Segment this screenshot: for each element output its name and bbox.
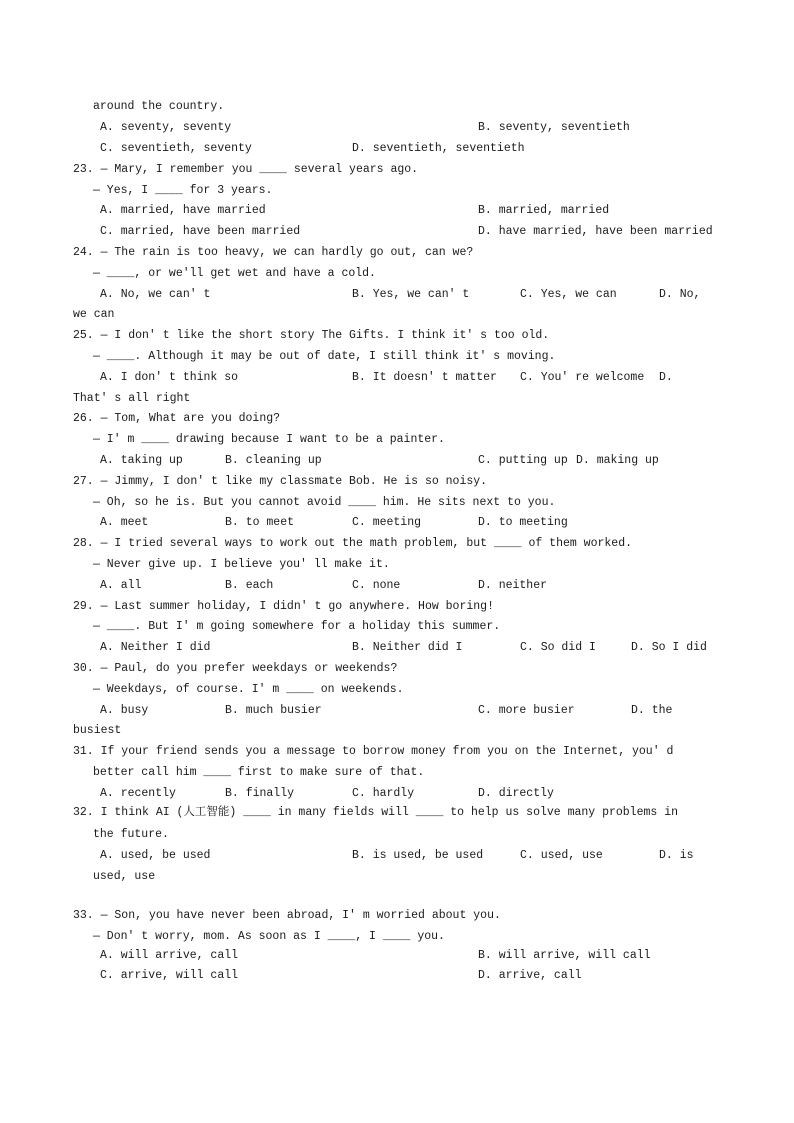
text-line: busiest (73, 724, 122, 737)
option-b: B. married, married (478, 204, 610, 217)
option-a: A. taking up (100, 454, 183, 467)
option-b: B. much busier (225, 704, 322, 717)
text-line: — Never give up. I believe you' ll make it. (93, 558, 390, 571)
option-b: B. is used, be used (352, 849, 484, 862)
option-a: A. recently (100, 787, 176, 800)
option-c: C. more busier (478, 704, 575, 717)
option-b: B. will arrive, will call (478, 949, 651, 962)
text-line: — Yes, I ____ for 3 years. (93, 184, 273, 197)
text-line: used, use (93, 870, 156, 883)
option-c: C. meeting (352, 516, 422, 529)
option-c: C. Yes, we can (520, 288, 617, 301)
question-24: 24. — The rain is too heavy, we can hardly go out, can we? (73, 246, 474, 259)
question-26: 26. — Tom, What are you doing? (73, 412, 281, 425)
question-30: 30. — Paul, do you prefer weekdays or weekends? (73, 662, 398, 675)
option-d: D. arrive, call (478, 969, 582, 982)
option-d: D. (659, 371, 673, 384)
option-d: D. have married, have been married (478, 225, 713, 238)
option-c: C. arrive, will call (100, 969, 239, 982)
text-line: — ____. Although it may be out of date, I still think it' s moving. (93, 350, 556, 363)
option-d: D. the (631, 704, 673, 717)
option-d: D. to meeting (478, 516, 568, 529)
text-line: around the country. (93, 100, 225, 113)
option-d: D. So I did (631, 641, 707, 654)
option-b: B. Neither did I (352, 641, 463, 654)
option-a: A. No, we can' t (100, 288, 211, 301)
option-d: D. directly (478, 787, 554, 800)
text-line: — Oh, so he is. But you cannot avoid ____ him. He sits next to you. (93, 496, 556, 509)
option-b: B. Yes, we can' t (352, 288, 470, 301)
text-line: — ____. But I' m going somewhere for a holiday this summer. (93, 620, 501, 633)
option-a: A. will arrive, call (100, 949, 239, 962)
text-line: the future. (93, 828, 169, 841)
question-29: 29. — Last summer holiday, I didn' t go anywhere. How boring! (73, 600, 494, 613)
option-a: A. all (100, 579, 142, 592)
option-b: B. It doesn' t matter (352, 371, 497, 384)
option-c: C. putting up (478, 454, 568, 467)
option-d: D. is (659, 849, 694, 862)
option-c: C. none (352, 579, 401, 592)
text-line: That' s all right (73, 392, 191, 405)
question-31: 31. If your friend sends you a message to borrow money from you on the Internet, you' d (73, 745, 674, 758)
text-line: — ____, or we'll get wet and have a cold. (93, 267, 376, 280)
option-d: D. making up (576, 454, 659, 467)
text-line: — Weekdays, of course. I' m ____ on weekends. (93, 683, 404, 696)
text-line: — I' m ____ drawing because I want to be a painter. (93, 433, 445, 446)
option-c: C. seventieth, seventy (100, 142, 252, 155)
option-a: A. seventy, seventy (100, 121, 232, 134)
text-line: better call him ____ first to make sure of that. (93, 766, 425, 779)
option-d: D. No, (659, 288, 701, 301)
option-a: A. I don' t think so (100, 371, 239, 384)
option-b: B. cleaning up (225, 454, 322, 467)
option-b: B. each (225, 579, 274, 592)
option-d: D. seventieth, seventieth (352, 142, 525, 155)
question-23: 23. — Mary, I remember you ____ several years ago. (73, 163, 419, 176)
option-c: C. So did I (520, 641, 596, 654)
question-28: 28. — I tried several ways to work out the math problem, but ____ of them worked. (73, 537, 632, 550)
option-a: A. Neither I did (100, 641, 211, 654)
option-a: A. busy (100, 704, 149, 717)
option-c: C. used, use (520, 849, 603, 862)
question-33: 33. — Son, you have never been abroad, I' m worried about you. (73, 909, 501, 922)
option-a: A. married, have married (100, 204, 266, 217)
question-32: 32. I think AI (人工智能) ____ in many fields will ____ to help us solve many problems in (73, 806, 678, 819)
option-d: D. neither (478, 579, 548, 592)
question-25: 25. — I don' t like the short story The Gifts. I think it' s too old. (73, 329, 550, 342)
option-c: C. You' re welcome (520, 371, 645, 384)
option-c: C. hardly (352, 787, 415, 800)
question-27: 27. — Jimmy, I don' t like my classmate Bob. He is so noisy. (73, 475, 488, 488)
option-c: C. married, have been married (100, 225, 301, 238)
text-line: — Don' t worry, mom. As soon as I ____, I ____ you. (93, 930, 445, 943)
option-a: A. meet (100, 516, 149, 529)
option-b: B. finally (225, 787, 295, 800)
text-line: we can (73, 308, 115, 321)
option-b: B. to meet (225, 516, 295, 529)
option-b: B. seventy, seventieth (478, 121, 630, 134)
option-a: A. used, be used (100, 849, 211, 862)
